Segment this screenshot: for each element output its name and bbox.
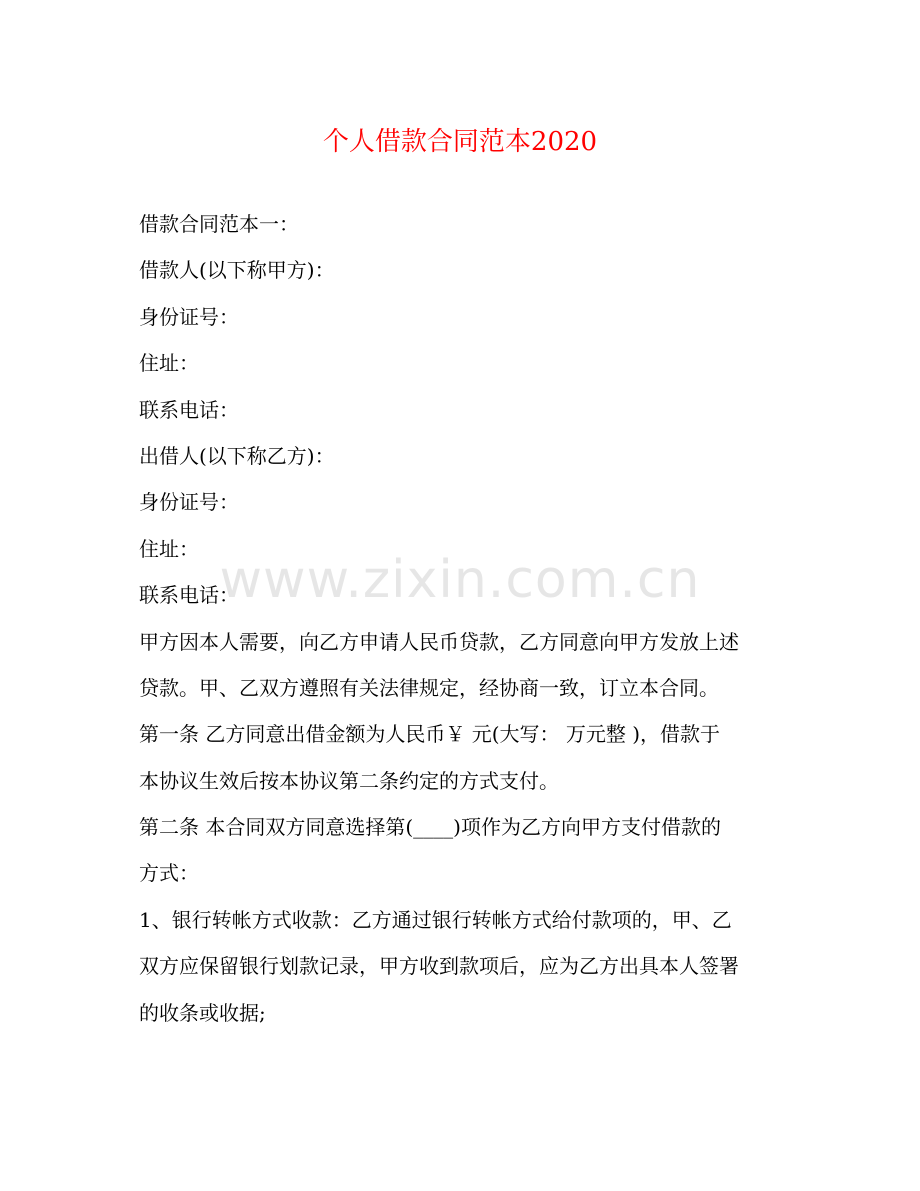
paragraph-line: 身份证号： — [139, 304, 239, 329]
paragraph-line: 本协议生效后按本协议第二条约定的方式支付。 — [139, 768, 559, 793]
paragraph-line: 1、银行转帐方式收款：乙方通过银行转帐方式给付款项的，甲、乙 — [139, 907, 732, 932]
paragraph-line: 借款合同范本一： — [139, 212, 299, 236]
paragraph-line: 甲方因本人需要，向乙方申请人民币贷款，乙方同意向甲方发放上述 — [139, 629, 739, 654]
paragraph-line: 住址： — [139, 351, 199, 376]
paragraph-line: 双方应保留银行划款记录，甲方收到款项后，应为乙方出具本人签署 — [139, 954, 739, 979]
paragraph-line: 身份证号： — [139, 490, 239, 515]
paragraph-line: 联系电话： — [139, 397, 239, 422]
paragraph-line: 联系电话： — [139, 583, 239, 608]
document-title: 个人借款合同范本2020 — [322, 127, 598, 157]
document-body — [139, 201, 779, 1036]
paragraph-line: 第二条 本合同双方同意选择第(____)项作为乙方向甲方支付借款的 — [139, 815, 721, 840]
paragraph-line: 第一条 乙方同意出借金额为人民币￥ 元(大写： 万元整 )，借款于 — [139, 722, 721, 747]
paragraph-line: 出借人(以下称乙方)： — [139, 443, 335, 468]
paragraph-line: 方式： — [139, 861, 199, 886]
watermark: www.zixin.com.cn — [219, 550, 701, 610]
paragraph-line: 住址： — [139, 536, 199, 561]
paragraph-line: 贷款。甲、乙双方遵照有关法律规定，经协商一致，订立本合同。 — [139, 675, 719, 700]
paragraph-line: 借款人(以下称甲方)： — [139, 258, 335, 283]
paragraph-line: 的收条或收据; — [139, 1000, 266, 1025]
